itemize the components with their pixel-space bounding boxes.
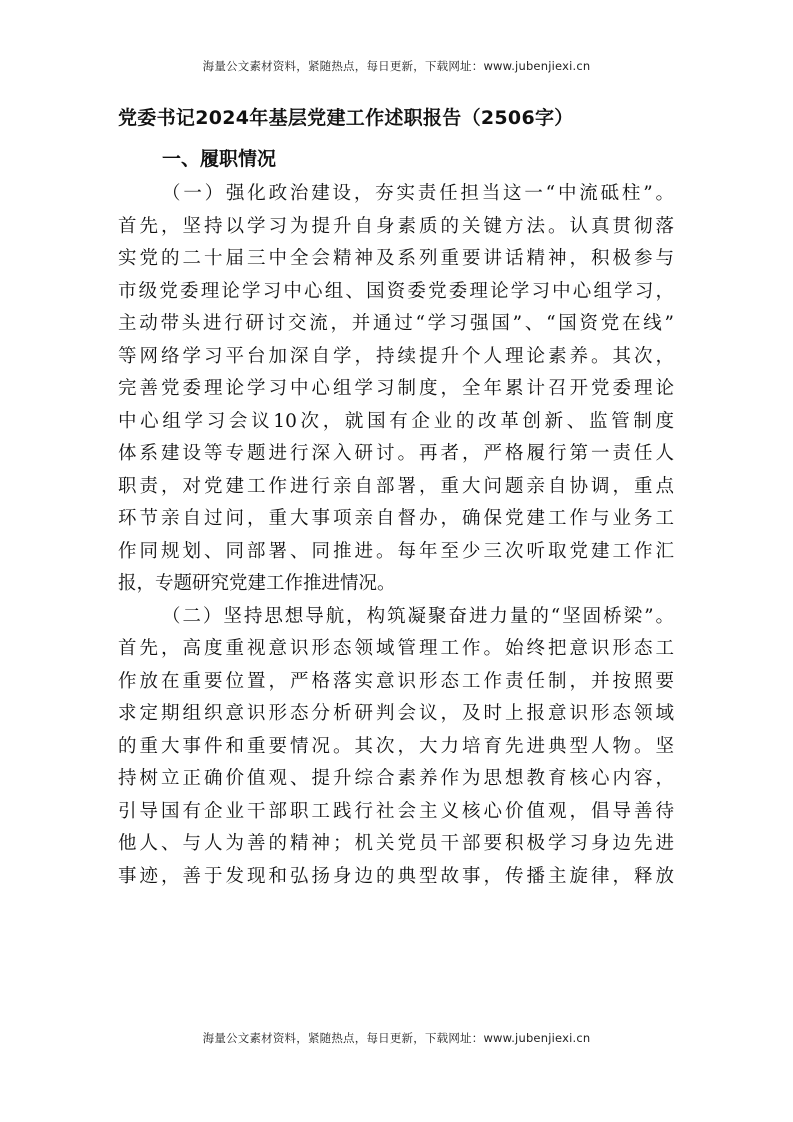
body-line: 职责，对党建工作进行亲自部署，重大问题亲自协调，重点 [118,475,674,497]
body-line: 完善党委理论学习中心组学习制度，全年累计召开党委理论 [118,378,674,399]
body-line: 求定期组织意识形态分析研判会议，及时上报意识形态领域 [118,703,674,724]
body-line: 首先，高度重视意识形态领域管理工作。始终把意识形态工 [118,638,674,659]
body-line: 主动带头进行研讨交流，并通过“学习强国”、“国资党在线” [118,313,674,334]
body-line: 持树立正确价值观、提升综合素养作为思想教育核心内容， [118,768,674,789]
body-line: 首先，坚持以学习为提升自身素质的关键方法。认真贯彻落 [118,215,674,237]
body-line: 引导国有企业干部职工践行社会主义核心价值观，倡导善待 [118,800,674,822]
body-line: （一）强化政治建设，夯实责任担当这一“中流砥柱”。 [162,183,674,204]
body-line: 作同规划、同部署、同推进。每年至少三次听取党建工作汇 [118,540,674,562]
body-line: 环节亲自过问，重大事项亲自督办，确保党建工作与业务工 [118,508,674,529]
body-line: 体系建设等专题进行深入研讨。再者，严格履行第一责任人 [118,443,674,464]
section-heading: 一、履职情况 [162,148,277,170]
body-line: 市级党委理论学习中心组、国资委党委理论学习中心组学习， [118,280,674,302]
body-line: 的重大事件和重要情况。其次，大力培育先进典型人物。坚 [118,735,674,757]
body-line: 报，专题研究党建工作推进情况。 [118,573,396,594]
body-line: 等网络学习平台加深自学，持续提升个人理论素养。其次， [118,345,674,367]
body-line: 实党的二十届三中全会精神及系列重要讲话精神，积极参与 [118,248,674,269]
body-line: 事迹，善于发现和弘扬身边的典型故事，传播主旋律，释放 [118,865,674,887]
body-line: （二）坚持思想导航，构筑凝聚奋进力量的“坚固桥梁”。 [162,605,674,627]
page-footer: 海量公文素材资料，紧随热点，每日更新，下载网址：www.jubenjiexi.cn [202,1031,591,1045]
document-title: 党委书记2024年基层党建工作述职报告（2506字） [118,107,574,129]
body-line: 作放在重要位置，严格落实意识形态工作责任制，并按照要 [118,670,674,692]
document-body [118,178,674,893]
body-line: 中心组学习会议10次，就国有企业的改革创新、监管制度 [118,410,674,432]
body-line: 他人、与人为善的精神；机关党员干部要积极学习身边先进 [118,833,674,854]
page-header: 海量公文素材资料，紧随热点，每日更新，下载网址：www.jubenjiexi.cn [202,59,591,73]
